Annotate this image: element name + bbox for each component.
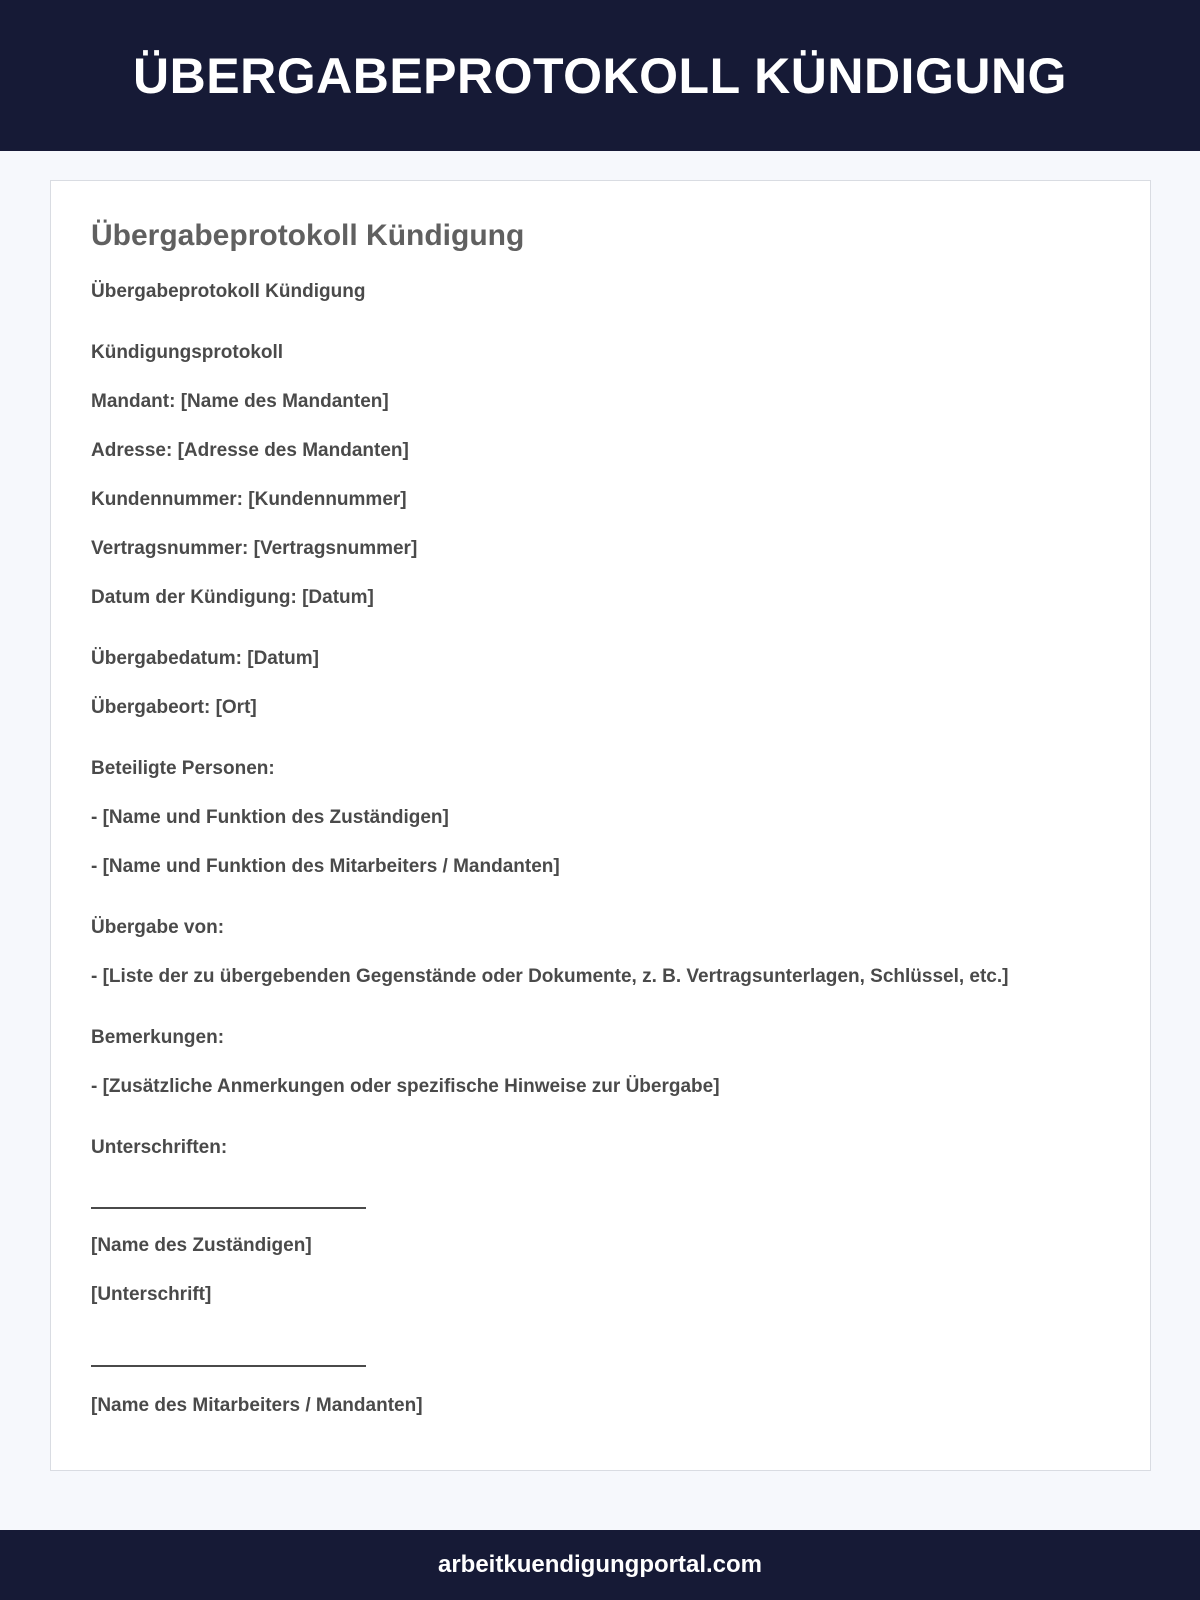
footer-site-link[interactable]: arbeitkuendigungportal.com bbox=[437, 1551, 763, 1578]
document-subtitle: Übergabeprotokoll Kündigung bbox=[91, 281, 366, 302]
section-heading: Übergabe von: bbox=[91, 917, 225, 938]
signatory-name: [Name des Mitarbeiters / Mandanten] bbox=[91, 1395, 423, 1416]
list-item: - [Name und Funktion des Mitarbeiters / Mandanten] bbox=[91, 856, 560, 877]
list-item: - [Liste der zu übergebenden Gegenstände oder Dokumente, z. B. Vertragsunterlagen, Schlüssel, etc.] bbox=[91, 966, 1009, 987]
field-customer-number: Kundennummer: [Kundennummer] bbox=[91, 489, 407, 510]
field-handover-date: Übergabedatum: [Datum] bbox=[91, 648, 320, 669]
section-heading: Kündigungsprotokoll bbox=[91, 342, 284, 363]
section-heading: Bemerkungen: bbox=[91, 1027, 225, 1048]
page-header bbox=[0, 0, 1200, 151]
field-handover-place: Übergabeort: [Ort] bbox=[91, 697, 257, 718]
list-item: - [Name und Funktion des Zuständigen] bbox=[91, 807, 449, 828]
signature-line bbox=[91, 1365, 366, 1367]
document-card bbox=[50, 180, 1151, 1471]
signatory-name: [Name des Zuständigen] bbox=[91, 1235, 312, 1256]
list-item: - [Zusätzliche Anmerkungen oder spezifische Hinweise zur Übergabe] bbox=[91, 1076, 720, 1097]
section-heading: Unterschriften: bbox=[91, 1137, 228, 1158]
page-footer bbox=[0, 1530, 1200, 1600]
field-address: Adresse: [Adresse des Mandanten] bbox=[91, 440, 409, 461]
field-termination-date: Datum der Kündigung: [Datum] bbox=[91, 587, 374, 608]
section-heading: Beteiligte Personen: bbox=[91, 758, 275, 779]
field-contract-number: Vertragsnummer: [Vertragsnummer] bbox=[91, 538, 418, 559]
document-title: Übergabeprotokoll Kündigung bbox=[91, 219, 525, 252]
signature-line bbox=[91, 1207, 366, 1209]
signature-label: [Unterschrift] bbox=[91, 1284, 212, 1305]
header-title: ÜBERGABEPROTOKOLL KÜNDIGUNG bbox=[133, 47, 1067, 104]
field-client: Mandant: [Name des Mandanten] bbox=[91, 391, 389, 412]
